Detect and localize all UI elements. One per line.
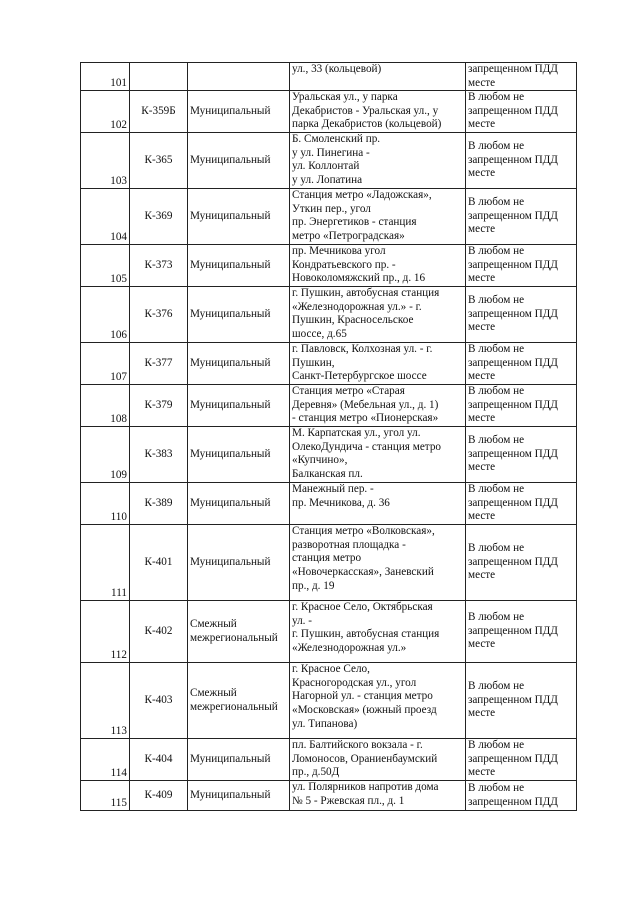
route-type: Муниципальный	[188, 385, 290, 427]
stop-place: В любом не запрещенном ПДД месте	[466, 245, 577, 287]
route-code: К-376	[130, 287, 188, 343]
route-code: К-377	[130, 343, 188, 385]
route-description: Уральская ул., у парка Декабристов - Уральская ул., у парка Декабристов (кольцевой)	[290, 91, 466, 133]
route-description: ул. Полярников напротив дома № 5 - Ржевская пл., д. 1	[290, 781, 466, 811]
row-number: 108	[81, 385, 130, 427]
table-row	[81, 663, 577, 739]
route-type: Муниципальный	[188, 91, 290, 133]
table-row	[81, 601, 577, 663]
route-type: Муниципальный	[188, 245, 290, 287]
row-number: 101	[81, 63, 130, 91]
table-row	[81, 91, 577, 133]
route-description: пр. Мечникова угол Кондратьевского пр. - Новоколомяжский пр., д. 16	[290, 245, 466, 287]
stop-place: В любом не запрещенном ПДД месте	[466, 601, 577, 663]
stop-place: В любом не запрещенном ПДД месте	[466, 663, 577, 739]
stop-place: В любом не запрещенном ПДД месте	[466, 189, 577, 245]
route-type: Муниципальный	[188, 739, 290, 781]
table-row	[81, 781, 577, 811]
routes-table	[80, 62, 577, 811]
route-type	[188, 63, 290, 91]
stop-place: В любом не запрещенном ПДД месте	[466, 385, 577, 427]
route-description: Станция метро «Старая Деревня» (Мебельная ул., д. 1) - станция метро «Пионерская»	[290, 385, 466, 427]
row-number: 103	[81, 133, 130, 189]
route-description: ул., 33 (кольцевой)	[290, 63, 466, 91]
route-code: К-373	[130, 245, 188, 287]
table-row	[81, 189, 577, 245]
row-number: 110	[81, 483, 130, 525]
row-number: 114	[81, 739, 130, 781]
table-row	[81, 739, 577, 781]
table-row	[81, 343, 577, 385]
table-row	[81, 63, 577, 91]
route-type: Муниципальный	[188, 781, 290, 811]
table-row	[81, 525, 577, 601]
route-type: Муниципальный	[188, 343, 290, 385]
route-description: г. Красное Село, Красногородская ул., угол Нагорной ул. - станция метро «Московская» (южный проезд ул. Типанова)	[290, 663, 466, 739]
route-description: Станция метро «Волковская», разворотная площадка - станция метро «Новочеркасская», Заневский пр., д. 19	[290, 525, 466, 601]
route-code: К-383	[130, 427, 188, 483]
route-code: К-379	[130, 385, 188, 427]
row-number: 106	[81, 287, 130, 343]
table-row	[81, 287, 577, 343]
row-number: 113	[81, 663, 130, 739]
route-code	[130, 63, 188, 91]
row-number: 111	[81, 525, 130, 601]
route-description: г. Павловск, Колхозная ул. - г. Пушкин, Санкт-Петербургское шоссе	[290, 343, 466, 385]
stop-place: В любом не запрещенном ПДД месте	[466, 483, 577, 525]
row-number: 105	[81, 245, 130, 287]
stop-place: В любом не запрещенном ПДД	[466, 781, 577, 811]
row-number: 107	[81, 343, 130, 385]
route-type: Муниципальный	[188, 287, 290, 343]
table-row	[81, 133, 577, 189]
row-number: 112	[81, 601, 130, 663]
route-type: Смежный межрегиональный	[188, 663, 290, 739]
route-description: пл. Балтийского вокзала - г. Ломоносов, Ораниенбаумский пр., д.50Д	[290, 739, 466, 781]
route-description: г. Пушкин, автобусная станция «Железнодорожная ул.» - г. Пушкин, Красносельское шоссе, д.65	[290, 287, 466, 343]
route-code: К-365	[130, 133, 188, 189]
route-code: К-402	[130, 601, 188, 663]
row-number: 115	[81, 781, 130, 811]
route-description: г. Красное Село, Октябрьская ул. - г. Пушкин, автобусная станция «Железнодорожная ул.»	[290, 601, 466, 663]
route-code: К-389	[130, 483, 188, 525]
table-row	[81, 483, 577, 525]
route-code: К-409	[130, 781, 188, 811]
stop-place: запрещенном ПДД месте	[466, 63, 577, 91]
route-code: К-369	[130, 189, 188, 245]
route-code: К-403	[130, 663, 188, 739]
route-description: М. Карпатская ул., угол ул. ОлекоДундича - станция метро «Купчино», Балканская пл.	[290, 427, 466, 483]
route-description: Б. Смоленский пр. у ул. Пинегина - ул. Коллонтай у ул. Лопатина	[290, 133, 466, 189]
route-code: К-359Б	[130, 91, 188, 133]
stop-place: В любом не запрещенном ПДД месте	[466, 133, 577, 189]
table-row	[81, 427, 577, 483]
table-row	[81, 245, 577, 287]
route-code: К-404	[130, 739, 188, 781]
route-type: Муниципальный	[188, 483, 290, 525]
stop-place: В любом не запрещенном ПДД месте	[466, 427, 577, 483]
stop-place: В любом не запрещенном ПДД месте	[466, 91, 577, 133]
route-type: Муниципальный	[188, 427, 290, 483]
row-number: 104	[81, 189, 130, 245]
stop-place: В любом не запрещенном ПДД месте	[466, 287, 577, 343]
route-type: Муниципальный	[188, 133, 290, 189]
routes-table-body	[81, 63, 577, 811]
table-row	[81, 385, 577, 427]
stop-place: В любом не запрещенном ПДД месте	[466, 525, 577, 601]
route-code: К-401	[130, 525, 188, 601]
stop-place: В любом не запрещенном ПДД месте	[466, 739, 577, 781]
route-description: Манежный пер. - пр. Мечникова, д. 36	[290, 483, 466, 525]
route-description: Станция метро «Ладожская», Уткин пер., угол пр. Энергетиков - станция метро «Петроградская»	[290, 189, 466, 245]
row-number: 102	[81, 91, 130, 133]
route-type: Смежный межрегиональный	[188, 601, 290, 663]
route-type: Муниципальный	[188, 525, 290, 601]
route-type: Муниципальный	[188, 189, 290, 245]
stop-place: В любом не запрещенном ПДД месте	[466, 343, 577, 385]
row-number: 109	[81, 427, 130, 483]
